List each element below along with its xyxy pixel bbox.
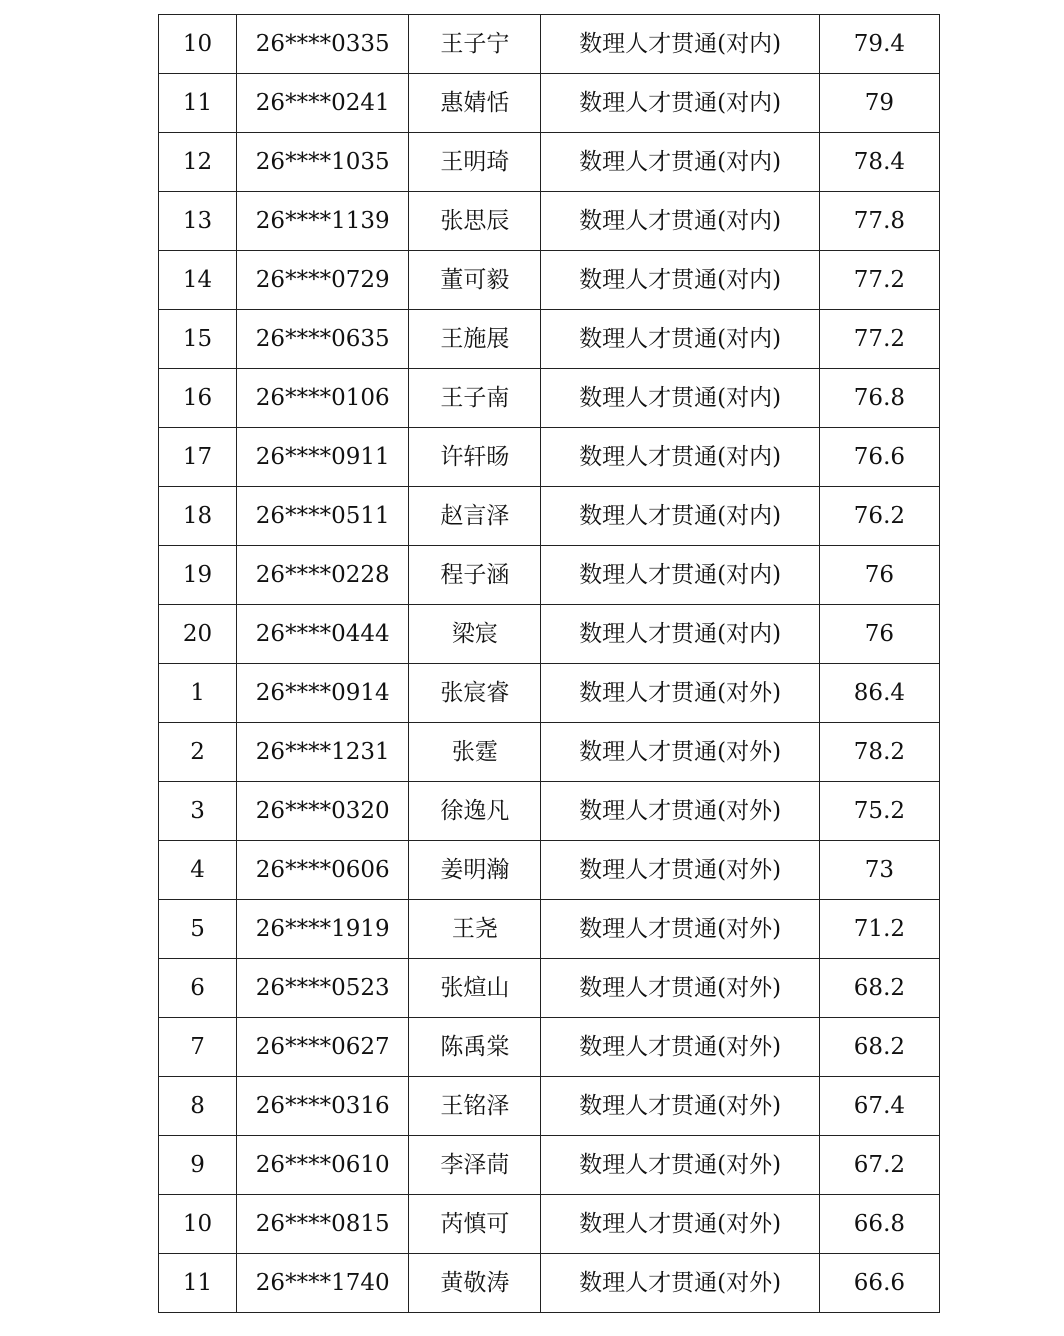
rank-cell: 16 — [159, 369, 237, 428]
program-track-cell: 数理人才贯通(对内) — [541, 133, 819, 192]
score-cell: 68.2 — [819, 959, 939, 1018]
candidate-name-cell: 张宸睿 — [409, 664, 541, 723]
candidate-id-cell: 26****0106 — [237, 369, 409, 428]
score-cell: 66.6 — [819, 1254, 939, 1313]
score-cell: 79 — [819, 74, 939, 133]
table-row — [159, 1077, 940, 1136]
score-cell: 71.2 — [819, 900, 939, 959]
rank-cell: 18 — [159, 487, 237, 546]
table-row — [159, 1136, 940, 1195]
program-track-cell: 数理人才贯通(对内) — [541, 251, 819, 310]
score-cell: 77.2 — [819, 251, 939, 310]
candidate-name-cell: 张思辰 — [409, 192, 541, 251]
score-cell: 76 — [819, 546, 939, 605]
program-track-cell: 数理人才贯通(对外) — [541, 1018, 819, 1077]
candidate-id-cell: 26****0228 — [237, 546, 409, 605]
candidate-name-cell: 惠婧恬 — [409, 74, 541, 133]
table-row — [159, 841, 940, 900]
table-row — [159, 1195, 940, 1254]
results-table — [158, 14, 940, 1313]
rank-cell: 3 — [159, 782, 237, 841]
program-track-cell: 数理人才贯通(对内) — [541, 487, 819, 546]
candidate-id-cell: 26****0241 — [237, 74, 409, 133]
table-row — [159, 959, 940, 1018]
score-cell: 67.2 — [819, 1136, 939, 1195]
program-track-cell: 数理人才贯通(对外) — [541, 664, 819, 723]
table-row — [159, 664, 940, 723]
rank-cell: 11 — [159, 1254, 237, 1313]
candidate-name-cell: 张煊山 — [409, 959, 541, 1018]
candidate-name-cell: 李泽茼 — [409, 1136, 541, 1195]
score-cell: 76 — [819, 605, 939, 664]
score-cell: 86.4 — [819, 664, 939, 723]
score-cell: 75.2 — [819, 782, 939, 841]
program-track-cell: 数理人才贯通(对内) — [541, 74, 819, 133]
rank-cell: 19 — [159, 546, 237, 605]
table-row — [159, 310, 940, 369]
table-row — [159, 428, 940, 487]
table-row — [159, 1254, 940, 1313]
table-row — [159, 1018, 940, 1077]
table-row — [159, 546, 940, 605]
rank-cell: 7 — [159, 1018, 237, 1077]
rank-cell: 5 — [159, 900, 237, 959]
rank-cell: 11 — [159, 74, 237, 133]
candidate-id-cell: 26****0444 — [237, 605, 409, 664]
rank-cell: 10 — [159, 1195, 237, 1254]
candidate-name-cell: 王尧 — [409, 900, 541, 959]
rank-cell: 13 — [159, 192, 237, 251]
program-track-cell: 数理人才贯通(对内) — [541, 15, 819, 74]
table-row — [159, 900, 940, 959]
candidate-id-cell: 26****0911 — [237, 428, 409, 487]
candidate-id-cell: 26****0320 — [237, 782, 409, 841]
candidate-id-cell: 26****0335 — [237, 15, 409, 74]
rank-cell: 20 — [159, 605, 237, 664]
score-cell: 79.4 — [819, 15, 939, 74]
rank-cell: 17 — [159, 428, 237, 487]
score-cell: 77.8 — [819, 192, 939, 251]
program-track-cell: 数理人才贯通(对外) — [541, 959, 819, 1018]
program-track-cell: 数理人才贯通(对外) — [541, 1077, 819, 1136]
candidate-id-cell: 26****1740 — [237, 1254, 409, 1313]
program-track-cell: 数理人才贯通(对外) — [541, 900, 819, 959]
score-cell: 78.4 — [819, 133, 939, 192]
rank-cell: 14 — [159, 251, 237, 310]
table-row — [159, 487, 940, 546]
rank-cell: 6 — [159, 959, 237, 1018]
score-cell: 76.6 — [819, 428, 939, 487]
candidate-name-cell: 许轩旸 — [409, 428, 541, 487]
program-track-cell: 数理人才贯通(对内) — [541, 369, 819, 428]
candidate-name-cell: 王子宁 — [409, 15, 541, 74]
score-cell: 78.2 — [819, 723, 939, 782]
program-track-cell: 数理人才贯通(对内) — [541, 605, 819, 664]
rank-cell: 15 — [159, 310, 237, 369]
candidate-name-cell: 王施展 — [409, 310, 541, 369]
candidate-id-cell: 26****1231 — [237, 723, 409, 782]
score-cell: 76.8 — [819, 369, 939, 428]
rank-cell: 1 — [159, 664, 237, 723]
candidate-name-cell: 梁宸 — [409, 605, 541, 664]
table-row — [159, 782, 940, 841]
candidate-name-cell: 赵言泽 — [409, 487, 541, 546]
candidate-id-cell: 26****0914 — [237, 664, 409, 723]
candidate-id-cell: 26****0635 — [237, 310, 409, 369]
program-track-cell: 数理人才贯通(对外) — [541, 1195, 819, 1254]
table-row — [159, 15, 940, 74]
candidate-id-cell: 26****0815 — [237, 1195, 409, 1254]
score-cell: 67.4 — [819, 1077, 939, 1136]
candidate-id-cell: 26****0627 — [237, 1018, 409, 1077]
candidate-id-cell: 26****0316 — [237, 1077, 409, 1136]
table-row — [159, 369, 940, 428]
candidate-id-cell: 26****1919 — [237, 900, 409, 959]
program-track-cell: 数理人才贯通(对内) — [541, 546, 819, 605]
candidate-id-cell: 26****0511 — [237, 487, 409, 546]
table-row — [159, 74, 940, 133]
rank-cell: 8 — [159, 1077, 237, 1136]
results-table-body — [159, 15, 940, 1313]
score-cell: 73 — [819, 841, 939, 900]
candidate-id-cell: 26****1035 — [237, 133, 409, 192]
candidate-name-cell: 徐逸凡 — [409, 782, 541, 841]
candidate-id-cell: 26****0523 — [237, 959, 409, 1018]
candidate-name-cell: 程子涵 — [409, 546, 541, 605]
table-row — [159, 723, 940, 782]
candidate-id-cell: 26****0610 — [237, 1136, 409, 1195]
program-track-cell: 数理人才贯通(对外) — [541, 782, 819, 841]
candidate-name-cell: 姜明瀚 — [409, 841, 541, 900]
score-cell: 66.8 — [819, 1195, 939, 1254]
score-cell: 76.2 — [819, 487, 939, 546]
candidate-name-cell: 张霆 — [409, 723, 541, 782]
candidate-id-cell: 26****0606 — [237, 841, 409, 900]
candidate-name-cell: 王明琦 — [409, 133, 541, 192]
table-row — [159, 192, 940, 251]
candidate-name-cell: 陈禹棠 — [409, 1018, 541, 1077]
program-track-cell: 数理人才贯通(对外) — [541, 1136, 819, 1195]
candidate-name-cell: 芮慎可 — [409, 1195, 541, 1254]
score-cell: 68.2 — [819, 1018, 939, 1077]
candidate-name-cell: 王铭泽 — [409, 1077, 541, 1136]
program-track-cell: 数理人才贯通(对外) — [541, 841, 819, 900]
score-cell: 77.2 — [819, 310, 939, 369]
candidate-name-cell: 王子南 — [409, 369, 541, 428]
table-row — [159, 605, 940, 664]
program-track-cell: 数理人才贯通(对外) — [541, 1254, 819, 1313]
candidate-name-cell: 董可毅 — [409, 251, 541, 310]
program-track-cell: 数理人才贯通(对外) — [541, 723, 819, 782]
rank-cell: 4 — [159, 841, 237, 900]
rank-cell: 2 — [159, 723, 237, 782]
candidate-id-cell: 26****1139 — [237, 192, 409, 251]
table-row — [159, 133, 940, 192]
program-track-cell: 数理人才贯通(对内) — [541, 428, 819, 487]
rank-cell: 9 — [159, 1136, 237, 1195]
program-track-cell: 数理人才贯通(对内) — [541, 192, 819, 251]
candidate-id-cell: 26****0729 — [237, 251, 409, 310]
candidate-name-cell: 黄敬涛 — [409, 1254, 541, 1313]
rank-cell: 12 — [159, 133, 237, 192]
program-track-cell: 数理人才贯通(对内) — [541, 310, 819, 369]
table-row — [159, 251, 940, 310]
rank-cell: 10 — [159, 15, 237, 74]
